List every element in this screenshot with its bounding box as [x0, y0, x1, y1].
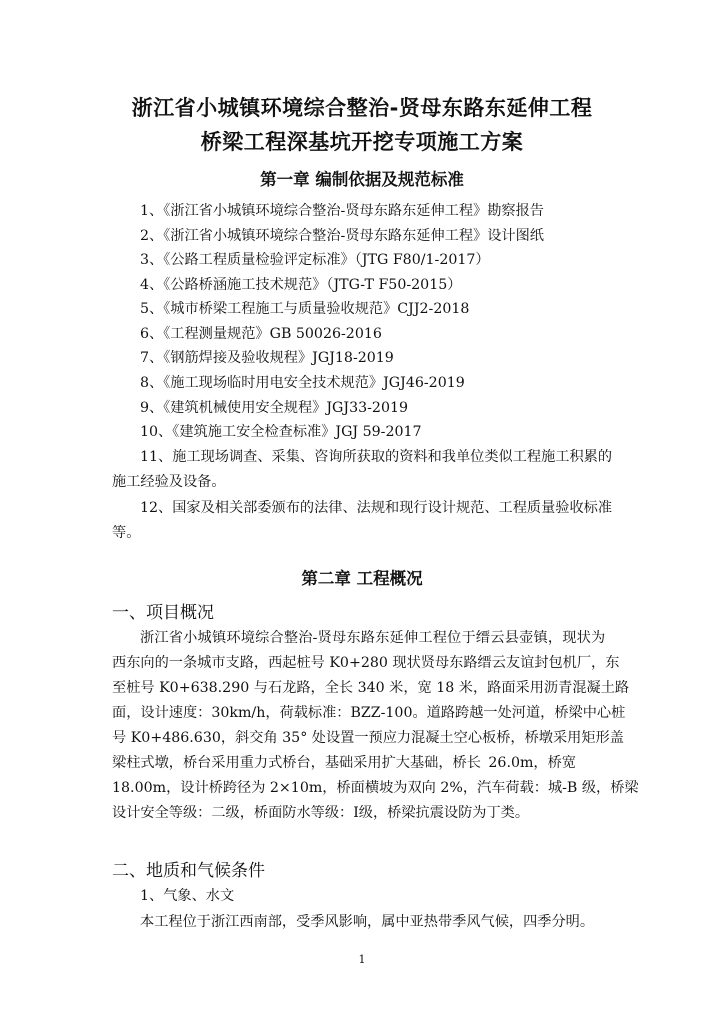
chapter1-heading: 第一章 编制依据及规范标准: [260, 170, 464, 189]
reference-item: 9、《建筑机械使用安全规程》JGJ33-2019: [140, 400, 409, 416]
reference-item-12-cont: 等。: [112, 525, 141, 541]
overview-paragraph-line: 设计安全等级：二级，桥面防水等级：Ⅰ级，桥梁抗震设防为丁类。: [112, 805, 530, 821]
climate-paragraph-line: 本工程位于浙江西南部，受季风影响，属中亚热带季风气候，四季分明。: [140, 914, 595, 930]
reference-item: 2、《浙江省小城镇环境综合整治-贤母东路东延伸工程》设计图纸: [140, 228, 544, 244]
reference-item-11: 11、施工现场调查、采集、咨询所获取的资料和我单位类似工程施工积累的: [140, 449, 613, 465]
reference-item: 8、《施工现场临时用电安全技术规范》JGJ46-2019: [140, 375, 465, 391]
reference-item: 10、《建筑施工安全检查标准》JGJ 59-2017: [140, 424, 422, 440]
reference-item: 7、《钢筋焊接及验收规程》JGJ18-2019: [140, 350, 394, 366]
chapter2-heading: 第二章 工程概况: [301, 569, 423, 588]
overview-paragraph-line: 浙江省小城镇环境综合整治-贤母东路东延伸工程位于缙云县壶镇，现状为: [140, 630, 606, 646]
reference-item: 4、《公路桥涵施工技术规范》（JTG-T F50-2015）: [140, 277, 462, 293]
reference-item-12: 12、国家及相关部委颁布的法律、法规和现行设计规范、工程质量验收标准: [140, 500, 613, 516]
reference-item: 3、《公路工程质量检验评定标准》（JTG F80/1-2017）: [140, 252, 490, 268]
reference-item: 1、《浙江省小城镇环境综合整治-贤母东路东延伸工程》勘察报告: [140, 203, 544, 219]
section2-heading: 二、地质和气候条件: [112, 861, 265, 881]
section1-heading: 一、项目概况: [112, 603, 214, 623]
subsection-heading: 1、气象、水文: [140, 888, 235, 904]
reference-item-11-cont: 施工经验及设备。: [112, 474, 226, 490]
overview-paragraph-line: 面，设计速度：30km/h，荷载标准：BZZ-100。道路跨越一处河道，桥梁中心桩: [112, 705, 626, 721]
page-number: 1: [358, 953, 366, 966]
reference-item: 6、《工程测量规范》GB 50026-2016: [140, 326, 382, 342]
document-title-line2: 桥梁工程深基坑开挖专项施工方案: [200, 130, 524, 154]
document-title-line1: 浙江省小城镇环境综合整治-贤母东路东延伸工程: [131, 96, 593, 120]
overview-paragraph-line: 梁柱式墩，桥台采用重力式桥台，基础采用扩大基础，桥长 26.0m，桥宽: [112, 755, 576, 771]
overview-paragraph-line: 18.00m，设计桥跨径为 2×10m，桥面横坡为双向 2%，汽车荷载：城-B 级，桥梁: [112, 780, 639, 796]
overview-paragraph-line: 西东向的一条城市支路，西起桩号 K0+280 现状贤母东路缙云友谊封包机厂，东: [112, 655, 620, 671]
overview-paragraph-line: 至桩号 K0+638.290 与石龙路，全长 340 米，宽 18 米，路面采用沥青混凝土路: [112, 680, 630, 696]
overview-paragraph-line: 号 K0+486.630，斜交角 35° 处设置一预应力混凝土空心板桥，桥墩采用矩形盖: [112, 730, 624, 746]
reference-item: 5、《城市桥梁工程施工与质量验收规范》CJJ2-2018: [140, 301, 470, 317]
